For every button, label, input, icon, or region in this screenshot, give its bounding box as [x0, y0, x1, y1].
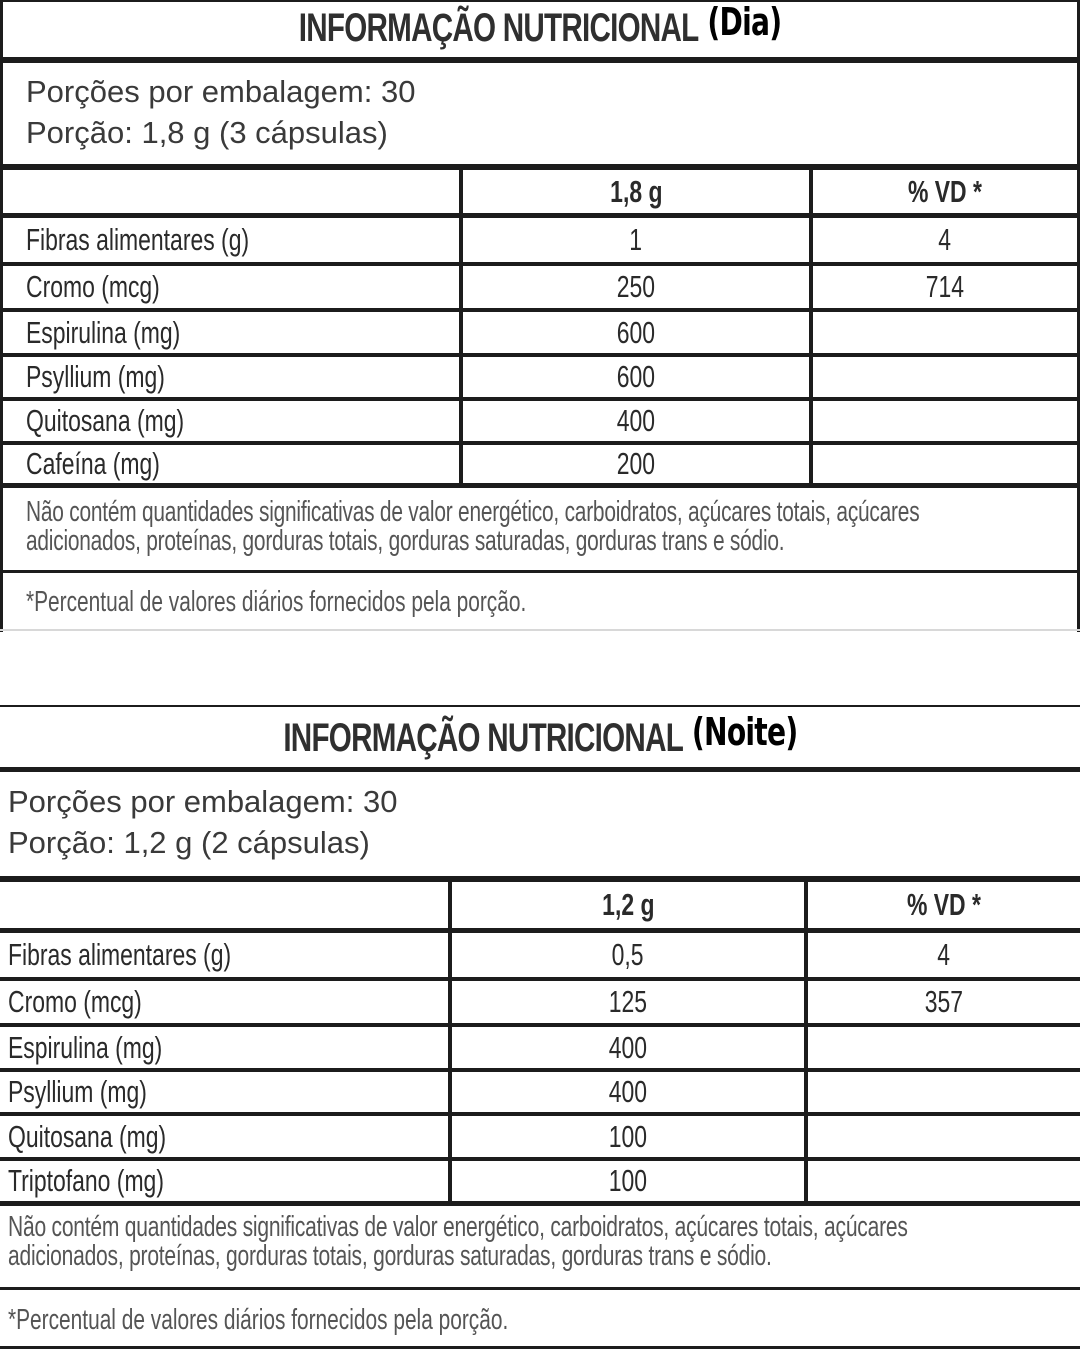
nutrient-name: Cromo (mcg) [26, 269, 160, 304]
disclaimer-text: Não contém quantidades significativas de valor energético, carboidratos, açúcares totais, açúcares adicionados, proteínas, gorduras totais, gorduras saturadas, gorduras trans e sódio. [8, 1211, 908, 1272]
portion-size: Porção: 1,2 g (2 cápsulas) [8, 825, 370, 860]
servings-per-package: Porções por embalagem: 30 [26, 74, 416, 109]
panel-border-bottom [0, 629, 1080, 631]
nutrient-vd [813, 357, 1077, 397]
nutrient-amount: 100 [608, 1163, 648, 1198]
nutrient-vd [808, 1161, 1080, 1201]
divider [0, 1287, 1080, 1290]
nutrient-name: Fibras alimentares (g) [26, 222, 250, 257]
divider [0, 1201, 1080, 1206]
column-header-amount: 1,8 g [609, 174, 663, 209]
panel-border-bottom [0, 1346, 1080, 1349]
nutrient-name: Quitosana (mg) [26, 403, 185, 438]
nutrient-name: Espirulina (mg) [26, 315, 181, 350]
nutrient-amount: 400 [608, 1074, 648, 1109]
divider [0, 767, 1080, 772]
nutrient-name: Triptofano (mg) [8, 1163, 164, 1198]
nutrient-vd [808, 1072, 1080, 1112]
panel-border-top [0, 0, 1080, 2]
nutrient-name: Psyllium (mg) [8, 1074, 147, 1109]
day-badge: (Dia) [707, 0, 782, 44]
night-badge: (Noite) [691, 710, 798, 754]
column-header-daily-value: % VD * [907, 887, 981, 922]
nutrient-name: Fibras alimentares (g) [8, 937, 232, 972]
footnote: *Percentual de valores diários fornecidos pela porção. [26, 586, 527, 618]
nutrient-amount: 600 [616, 315, 656, 350]
divider [0, 483, 1080, 488]
nutrient-amount: 400 [608, 1030, 648, 1065]
nutrient-name: Espirulina (mg) [8, 1030, 163, 1065]
divider [0, 164, 1080, 170]
nutrient-amount: 1 [629, 222, 643, 257]
nutrient-vd [813, 312, 1077, 353]
panel-border-top [0, 705, 1080, 707]
nutrition-panel-night [0, 705, 1080, 1350]
nutrient-name: Psyllium (mg) [26, 359, 165, 394]
divider [0, 570, 1080, 573]
nutrient-amount: 0,5 [612, 937, 644, 972]
nutrient-amount: 400 [616, 403, 656, 438]
column-header-daily-value: % VD * [908, 174, 982, 209]
disclaimer-text: Não contém quantidades significativas de valor energético, carboidratos, açúcares totais, açúcares adicionados, proteínas, gorduras totais, gorduras saturadas, gorduras trans e sódio. [26, 496, 920, 557]
nutrient-amount: 250 [616, 269, 656, 304]
panel-title: INFORMAÇÃO NUTRICIONAL (Noite) [282, 710, 798, 760]
nutrient-name: Quitosana (mg) [8, 1119, 167, 1154]
nutrient-vd: 4 [937, 937, 951, 972]
nutrient-name: Cafeína (mg) [26, 446, 160, 481]
nutrient-vd [813, 445, 1077, 483]
panel-border-left [0, 0, 3, 632]
nutrient-name: Cromo (mcg) [8, 984, 142, 1019]
divider [0, 57, 1080, 63]
nutrient-vd [813, 401, 1077, 441]
panel-title: INFORMAÇÃO NUTRICIONAL (Dia) [298, 0, 782, 50]
nutrient-amount: 600 [616, 359, 656, 394]
servings-per-package: Porções por embalagem: 30 [8, 784, 398, 819]
nutrient-vd: 714 [925, 269, 965, 304]
nutrient-vd [808, 1116, 1080, 1157]
nutrient-amount: 200 [616, 446, 656, 481]
column-header-amount: 1,2 g [601, 887, 655, 922]
nutrition-panel-day [0, 0, 1080, 632]
nutrient-amount: 125 [608, 984, 648, 1019]
portion-size: Porção: 1,8 g (3 cápsulas) [26, 115, 388, 150]
nutrient-vd: 4 [938, 222, 952, 257]
nutrient-amount: 100 [608, 1119, 648, 1154]
footnote: *Percentual de valores diários fornecidos pela porção. [8, 1304, 509, 1336]
nutrient-vd: 357 [924, 984, 964, 1019]
nutrient-vd [808, 1027, 1080, 1068]
